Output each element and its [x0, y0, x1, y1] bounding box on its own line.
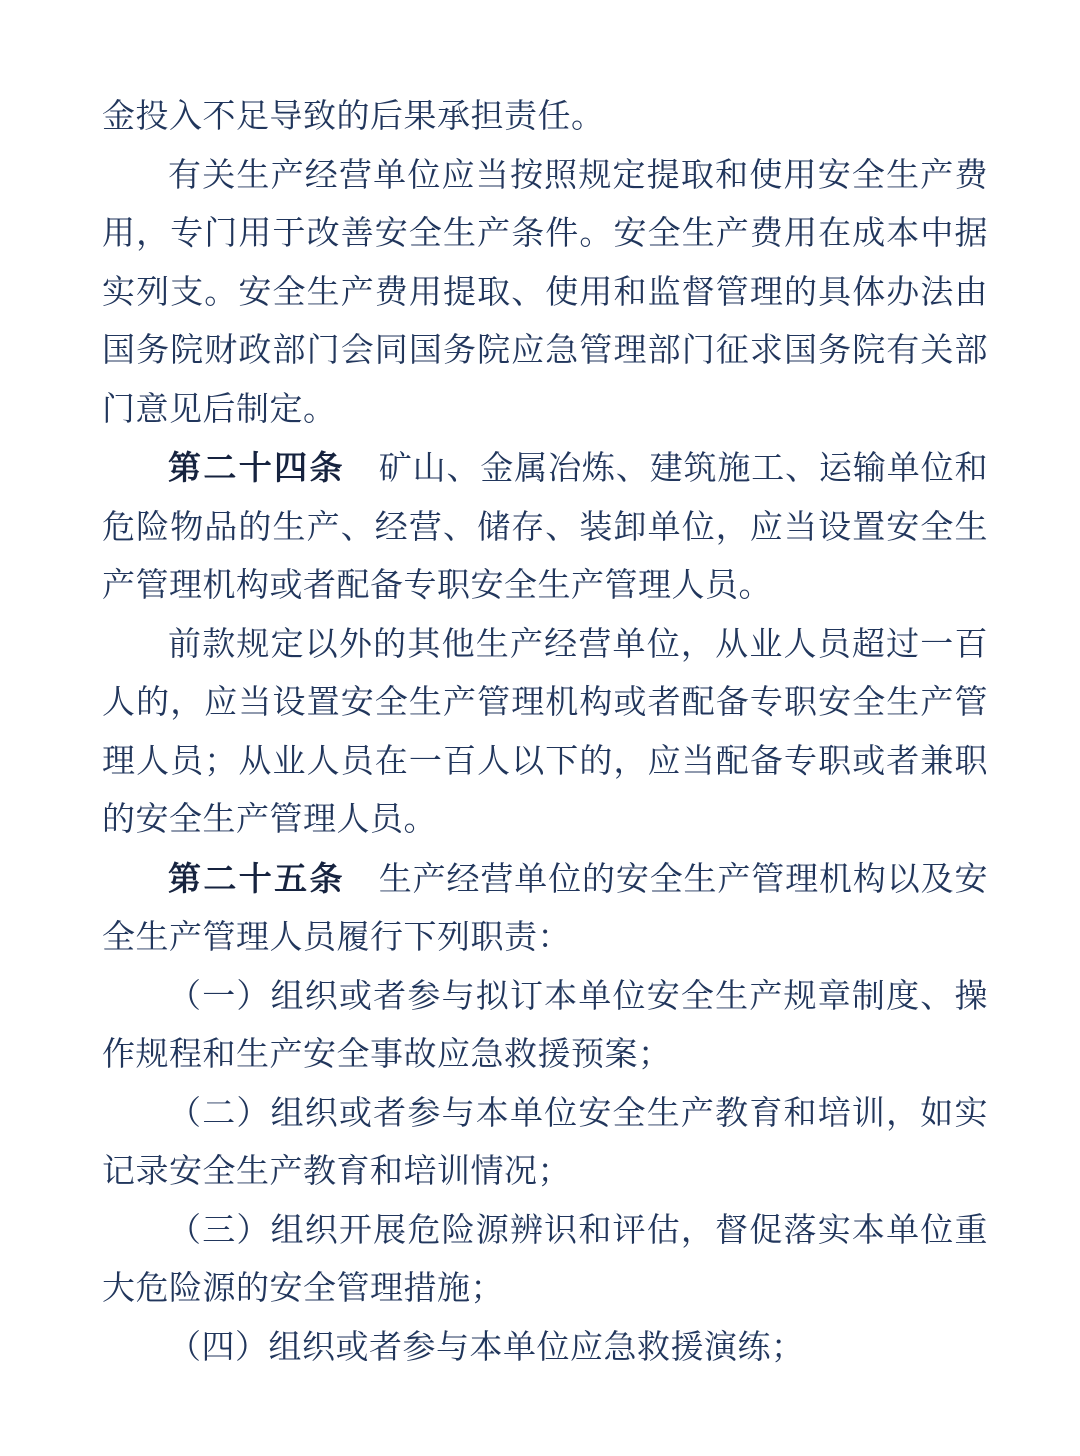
paragraph-text: 前款规定以外的其他生产经营单位，从业人员超过一百人的，应当设置安全生产管理机构或者配备专职安全生产管理人员；从业人员在一百人以下的，应当配备专职或者兼职的安全生产管理人员。 — [102, 626, 988, 838]
document-text — [102, 88, 988, 1377]
article-paragraph — [102, 439, 988, 616]
paragraph — [102, 1319, 988, 1378]
paragraph — [102, 1085, 988, 1202]
paragraph-text: 矿山、金属冶炼、建筑施工、运输单位和危险物品的生产、经营、储存、装卸单位，应当设置安全生产管理机构或者配备专职安全生产管理人员。 — [102, 451, 989, 604]
paragraph — [102, 147, 988, 440]
paragraph-text: 有关生产经营单位应当按照规定提取和使用安全生产费用，专门用于改善安全生产条件。安全生产费用在成本中据实列支。安全生产费用提取、使用和监督管理的具体办法由国务院财政部门会同国务院应急管理部门征求国务院有关部门意见后制定。 — [102, 157, 988, 428]
paragraph — [102, 1202, 988, 1319]
article-paragraph — [102, 850, 988, 968]
paragraph-text: 生产经营单位的安全生产管理机构以及安全生产管理人员履行下列职责： — [102, 861, 989, 956]
paragraph-text: （二）组织或者参与本单位安全生产教育和培训，如实记录安全生产教育和培训情况； — [102, 1095, 988, 1190]
paragraph — [102, 616, 988, 850]
paragraph-text: （四）组织或者参与本单位应急救援演练； — [168, 1329, 805, 1366]
paragraph-text: （三）组织开展危险源辨识和评估，督促落实本单位重大危险源的安全管理措施； — [102, 1212, 988, 1307]
article-number: 第二十五条 — [168, 859, 345, 897]
paragraph — [102, 88, 988, 147]
paragraph-text: （一）组织或者参与拟订本单位安全生产规章制度、操作规程和生产安全事故应急救援预案； — [102, 978, 988, 1073]
paragraph-text: 金投入不足导致的后果承担责任。 — [102, 99, 605, 135]
paragraph — [102, 968, 988, 1085]
article-number: 第二十四条 — [168, 449, 345, 486]
